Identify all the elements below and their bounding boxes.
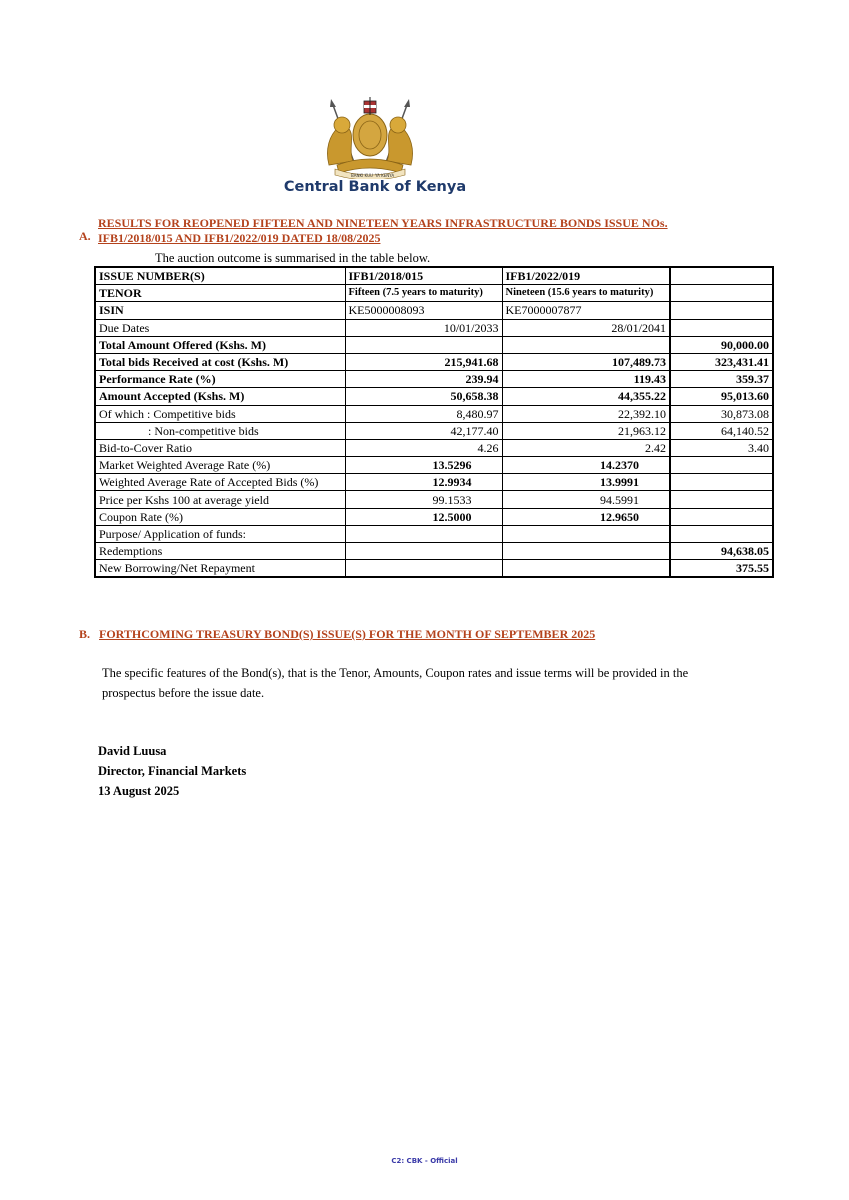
row-label: Market Weighted Average Rate (%) xyxy=(95,457,345,474)
row-label: Of which : Competitive bids xyxy=(95,405,345,422)
section-a-title-line1: RESULTS FOR REOPENED FIFTEEN AND NINETEEN YEARS INFRASTRUCTURE BONDS ISSUE NOs. xyxy=(98,216,668,230)
cell-total xyxy=(670,525,773,542)
classification-footer: C2: CBK - Official xyxy=(391,1157,458,1165)
table-row xyxy=(95,336,773,353)
cell-ifb1-2022-019: 44,355.22 xyxy=(502,388,670,405)
row-label: Due Dates xyxy=(95,319,345,336)
table-row xyxy=(95,267,773,285)
cell-ifb1-2018-015 xyxy=(345,525,502,542)
cell-ifb1-2018-015: 4.26 xyxy=(345,439,502,456)
cell-ifb1-2018-015: KE5000008093 xyxy=(345,302,502,319)
table-row xyxy=(95,285,773,302)
row-label: Purpose/ Application of funds: xyxy=(95,525,345,542)
table-row xyxy=(95,371,773,388)
table-intro: The auction outcome is summarised in the table below. xyxy=(155,251,431,265)
table-row xyxy=(95,543,773,560)
cell-ifb1-2022-019: 28/01/2041 xyxy=(502,319,670,336)
signatory-name: David Luusa xyxy=(98,744,167,758)
row-label: Weighted Average Rate of Accepted Bids (%) xyxy=(95,474,345,491)
section-a-title xyxy=(98,216,778,246)
row-label: ISSUE NUMBER(S) xyxy=(95,267,345,285)
table-row xyxy=(95,474,773,491)
row-label: Total bids Received at cost (Kshs. M) xyxy=(95,353,345,370)
table-row xyxy=(95,508,773,525)
cell-ifb1-2018-015: 215,941.68 xyxy=(345,353,502,370)
cell-ifb1-2022-019: 12.9650 xyxy=(502,508,670,525)
cell-total: 90,000.00 xyxy=(670,336,773,353)
cell-ifb1-2022-019: 22,392.10 xyxy=(502,405,670,422)
cell-ifb1-2018-015: 10/01/2033 xyxy=(345,319,502,336)
row-label: New Borrowing/Net Repayment xyxy=(95,560,345,578)
row-label: Amount Accepted (Kshs. M) xyxy=(95,388,345,405)
cell-ifb1-2018-015: 50,658.38 xyxy=(345,388,502,405)
row-label: Total Amount Offered (Kshs. M) xyxy=(95,336,345,353)
row-label: : Non-competitive bids xyxy=(95,422,345,439)
signature-date: 13 August 2025 xyxy=(98,784,180,798)
cell-total: 95,013.60 xyxy=(670,388,773,405)
table-row xyxy=(95,422,773,439)
crest-motto-right: YA KENYA xyxy=(375,173,395,178)
cell-ifb1-2018-015 xyxy=(345,336,502,353)
signatory-title: Director, Financial Markets xyxy=(98,764,247,778)
row-label: Price per Kshs 100 at average yield xyxy=(95,491,345,508)
cell-total: 3.40 xyxy=(670,439,773,456)
row-label: Coupon Rate (%) xyxy=(95,508,345,525)
row-label: ISIN xyxy=(95,302,345,319)
logo-text: Central Bank of Kenya xyxy=(283,179,467,195)
cell-ifb1-2018-015: 12.9934 xyxy=(345,474,502,491)
cell-ifb1-2018-015: 12.5000 xyxy=(345,508,502,525)
cell-ifb1-2022-019 xyxy=(502,525,670,542)
cell-total xyxy=(670,319,773,336)
cell-ifb1-2022-019: IFB1/2022/019 xyxy=(502,267,670,285)
cell-total: 30,873.08 xyxy=(670,405,773,422)
cell-ifb1-2022-019: 107,489.73 xyxy=(502,353,670,370)
cell-total xyxy=(670,491,773,508)
cell-ifb1-2022-019: Nineteen (15.6 years to maturity) xyxy=(502,285,670,302)
table-row xyxy=(95,388,773,405)
cell-ifb1-2018-015: 8,480.97 xyxy=(345,405,502,422)
table-row xyxy=(95,491,773,508)
signature-block xyxy=(98,741,246,801)
section-a-letter: A. xyxy=(79,229,91,243)
coat-of-arms-icon xyxy=(315,95,425,179)
cell-ifb1-2022-019: 14.2370 xyxy=(502,457,670,474)
cell-ifb1-2018-015: 239.94 xyxy=(345,371,502,388)
cell-ifb1-2018-015 xyxy=(345,543,502,560)
cell-ifb1-2018-015: IFB1/2018/015 xyxy=(345,267,502,285)
auction-results-table xyxy=(94,266,774,578)
row-label: Redemptions xyxy=(95,543,345,560)
cell-total: 323,431.41 xyxy=(670,353,773,370)
cell-ifb1-2022-019: 94.5991 xyxy=(502,491,670,508)
table-row xyxy=(95,302,773,319)
cell-ifb1-2022-019: 13.9991 xyxy=(502,474,670,491)
cell-total xyxy=(670,285,773,302)
row-label: TENOR xyxy=(95,285,345,302)
cell-total xyxy=(670,474,773,491)
table-row xyxy=(95,439,773,456)
row-label: Bid-to-Cover Ratio xyxy=(95,439,345,456)
table-row xyxy=(95,405,773,422)
table-row xyxy=(95,457,773,474)
cell-total xyxy=(670,302,773,319)
cell-ifb1-2018-015: 13.5296 xyxy=(345,457,502,474)
cell-total: 94,638.05 xyxy=(670,543,773,560)
section-b-letter: B. xyxy=(79,627,91,641)
cell-ifb1-2018-015: 99.1533 xyxy=(345,491,502,508)
cell-ifb1-2022-019: 119.43 xyxy=(502,371,670,388)
table-row xyxy=(95,319,773,336)
table-row xyxy=(95,560,773,578)
cell-ifb1-2022-019 xyxy=(502,543,670,560)
cell-total xyxy=(670,508,773,525)
cell-total: 64,140.52 xyxy=(670,422,773,439)
cell-ifb1-2018-015 xyxy=(345,560,502,578)
cell-ifb1-2022-019 xyxy=(502,336,670,353)
section-b-paragraph: The specific features of the Bond(s), that is the Tenor, Amounts, Coupon rates and issue terms will be provided in the prospectus before the issue date. xyxy=(102,666,689,700)
cell-ifb1-2022-019: 2.42 xyxy=(502,439,670,456)
cell-ifb1-2022-019: KE7000007877 xyxy=(502,302,670,319)
cell-ifb1-2022-019: 21,963.12 xyxy=(502,422,670,439)
table-row xyxy=(95,353,773,370)
cell-total: 359.37 xyxy=(670,371,773,388)
cell-ifb1-2022-019 xyxy=(502,560,670,578)
crest-motto-left: BANKI KUU xyxy=(351,173,373,178)
section-a-title-line2: IFB1/2018/015 AND IFB1/2022/019 DATED 18/08/2025 xyxy=(98,231,381,245)
cell-total xyxy=(670,457,773,474)
cell-total: 375.55 xyxy=(670,560,773,578)
cbk-logo xyxy=(280,95,470,205)
cell-ifb1-2018-015: 42,177.40 xyxy=(345,422,502,439)
table-row xyxy=(95,525,773,542)
cell-total xyxy=(670,267,773,285)
cell-ifb1-2018-015: Fifteen (7.5 years to maturity) xyxy=(345,285,502,302)
section-b-heading xyxy=(79,627,595,642)
row-label: Performance Rate (%) xyxy=(95,371,345,388)
section-b-title: FORTHCOMING TREASURY BOND(S) ISSUE(S) FOR THE MONTH OF SEPTEMBER 2025 xyxy=(99,627,596,641)
